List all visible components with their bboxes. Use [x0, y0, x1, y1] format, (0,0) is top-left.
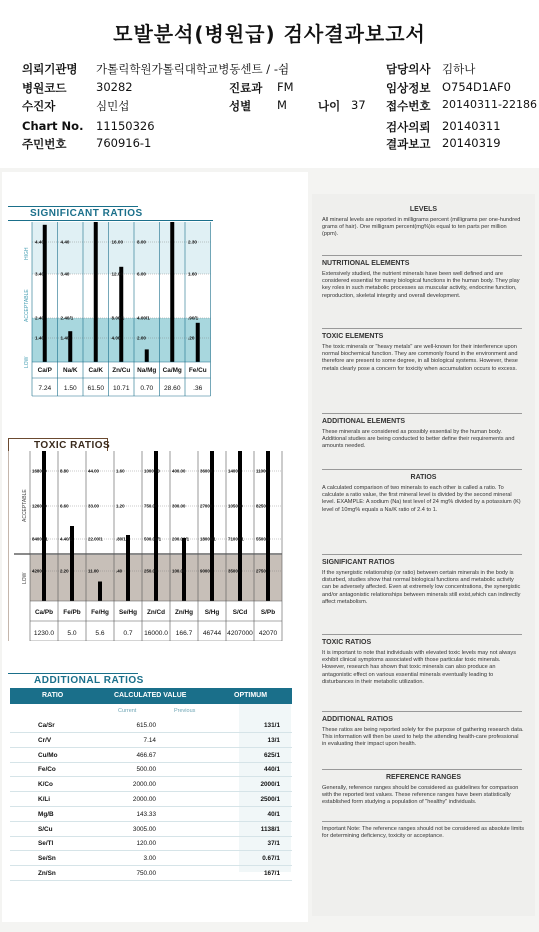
note-heading: ADDITIONAL ELEMENTS	[322, 418, 406, 425]
toxic-ratios-chart	[8, 451, 286, 641]
field-label: 성별	[229, 99, 252, 113]
category-label: S/Hg	[204, 609, 220, 616]
tick-label: 3.40	[35, 271, 44, 277]
tick-label: 105000	[228, 503, 243, 509]
tick-label: 8250	[256, 503, 266, 509]
tick-label: 2.30	[188, 239, 197, 245]
tick-label: 1.20	[116, 503, 125, 509]
note-text: If the synergistic relationship (or ratio) between certain minerals in the body is disturbed, studies show that normal biological functions and metabolic activity can be adversely affected. Even at extremely low concentrations, the synergistic and/or antagonistic relationships between minerals still exist,which can indirectly affect metabolism.	[322, 570, 521, 605]
tick-label: 33.00	[88, 503, 99, 509]
note-heading: TOXIC RATIOS	[322, 639, 372, 646]
section-divider	[322, 554, 522, 555]
tick-label: 36000	[200, 468, 213, 474]
category-label: Fe/Pb	[63, 609, 81, 616]
zone-label-high: HIGH	[24, 247, 30, 260]
tick-label: 100.00	[172, 568, 186, 574]
row-divider	[10, 806, 292, 807]
category-label: Ca/K	[88, 367, 104, 374]
note-text: Extensively studied, the nutrient minerals have been well defined and are considered essential for many biological functions in the human body. They play key roles in such metabolic processes as muscular activity, endocrine function, reproduction, skeletal integrity and overall development.	[322, 271, 520, 299]
tick-label: 22.00/1	[88, 536, 103, 542]
tick-label: 6.00	[137, 271, 146, 277]
current-value-cell: 2000.00	[132, 781, 156, 789]
optimum-cell: 40/1	[267, 810, 280, 818]
tick-label: .90/1	[188, 315, 199, 321]
tick-label: 1.60	[116, 468, 125, 474]
high-zone	[32, 222, 211, 274]
ratio-cell: Se/Tl	[38, 840, 54, 848]
tick-label: .40	[116, 568, 123, 574]
note-heading: RATIOS	[410, 474, 437, 481]
ratio-bar-Ca/P	[43, 225, 47, 362]
row-divider	[10, 791, 292, 792]
category-label: Fe/Cu	[188, 367, 207, 374]
ratio-bar-Se/Hg	[126, 535, 130, 601]
note-heading: REFERENCE RANGES	[385, 774, 462, 781]
row-divider	[10, 865, 292, 866]
field-label: 담당의사	[386, 62, 431, 76]
optimum-cell: 0.67/1	[262, 855, 280, 863]
tick-label: 1.60	[188, 271, 197, 277]
tick-label: 2.40	[35, 315, 44, 321]
field-value: 김하나	[442, 62, 476, 76]
ratio-cell: S/Cu	[38, 825, 53, 833]
category-label: Se/Hg	[118, 609, 138, 616]
note-text: The toxic minerals or "heavy metals" are well-known for their interference upon normal biochemical function. They are commonly found in the environment and therefore are present to some degree, in all biological systems. However, these metals clearly pose a concern for toxicity when accumulation occurs to excess.	[322, 344, 518, 372]
current-value-cell: 120.00	[136, 840, 156, 848]
tick-label: 11000	[256, 468, 268, 474]
category-label: Zn/Cd	[146, 609, 166, 616]
ratio-bar-Ca/K	[94, 222, 98, 362]
ratio-value: 5.0	[67, 630, 77, 637]
tick-label: 3.40	[60, 271, 70, 277]
additional-ratios-title: ADDITIONAL RATIOS	[34, 675, 144, 686]
ratio-value: 42070	[258, 630, 278, 637]
tick-label: 5500/1	[256, 536, 270, 542]
tick-label: 14000	[228, 468, 241, 474]
tick-label: 4.40/1	[60, 536, 73, 542]
tick-label: 42000	[32, 568, 45, 574]
toxic-ratios-title: TOXIC RATIOS	[34, 440, 111, 451]
row-divider	[10, 747, 292, 748]
ratio-bar-Zn/Cd	[154, 451, 158, 601]
tick-label: 35000	[228, 568, 241, 574]
row-divider	[10, 880, 292, 881]
scanned-report	[0, 168, 539, 932]
table-row	[10, 853, 290, 865]
category-label: S/Pb	[260, 609, 276, 616]
table-row	[10, 764, 290, 776]
section-divider	[322, 634, 522, 635]
ratio-cell: K/Li	[38, 796, 51, 803]
tick-label: 4.40	[35, 239, 44, 245]
tick-label: 126000	[32, 503, 47, 509]
current-value-cell: 3.00	[143, 855, 156, 863]
field-value: 20140319	[442, 136, 501, 150]
field-value: 가톨릭학원가톨릭대학교병동센트 / -쉼	[96, 62, 290, 76]
ratio-bar-Na/Mg	[145, 349, 149, 362]
ratio-value: 46744	[202, 630, 222, 637]
field-value: 37	[351, 98, 366, 112]
ratio-value: 16000.0	[144, 630, 168, 637]
note-text: Important Note: The reference ranges should not be considered as absolute limits for determining deficiency, toxicity or acceptance.	[322, 826, 524, 840]
tick-label: 9000	[200, 568, 210, 574]
field-value: M	[277, 98, 287, 112]
field-value: FM	[277, 80, 294, 94]
category-label: Fe/Hg	[91, 609, 109, 616]
optimum-cell: 625/1	[264, 751, 280, 759]
ratio-cell: Mg/B	[38, 810, 54, 818]
tick-label: 750.00	[144, 503, 158, 509]
optimum-cell: 440/1	[264, 766, 280, 774]
category-label: Na/Mg	[137, 367, 157, 374]
row-divider	[10, 821, 292, 822]
tick-label: 2750	[256, 568, 266, 574]
field-label: 결과보고	[386, 137, 431, 151]
ratio-value: 61.50	[87, 385, 105, 392]
tick-label: 84000/1	[32, 536, 48, 542]
ratio-cell: K/Co	[38, 781, 53, 789]
tick-label: 400.00	[172, 468, 186, 474]
tick-label: 4.00	[111, 335, 121, 341]
category-label: Ca/Pb	[34, 609, 54, 616]
current-value-cell: 750.00	[136, 870, 156, 877]
note-text: Generally, reference ranges should be considered as guidelines for comparison with the reported test values. These reference ranges have been statistically established form studying a population of "healthy" individuals.	[322, 785, 519, 806]
note-text: A calculated comparison of two minerals to each other is called a ratio. To calculate a ratio value, the first mineral level is divided by the second mineral level. EXAMPLE: A sodium (Na) test level of 24 mg% divided by a potassium (K) level of 10mg% equals a Na/K ratio of 2.4 to 1.	[322, 485, 521, 513]
tick-label: 1.40	[60, 335, 70, 341]
ratio-value: 28.60	[163, 385, 181, 392]
tick-label: 8.00/1	[111, 315, 125, 321]
ratio-value: 166.7	[175, 630, 193, 637]
tick-label: .20	[188, 335, 195, 341]
tick-label: 500.00/1	[144, 536, 162, 542]
ratio-cell: Fe/Co	[38, 766, 56, 774]
tick-label: 4.00/1	[137, 315, 150, 321]
category-label: S/Cd	[232, 609, 248, 616]
row-divider	[10, 850, 292, 851]
tick-label: 2.40/1	[60, 315, 74, 321]
ratio-value: 0.7	[123, 630, 133, 637]
category-label: Ca/Mg	[162, 367, 182, 374]
ratio-value: 10.71	[112, 385, 130, 392]
optimum-cell: 1138/1	[260, 825, 280, 833]
note-heading: NUTRITIONAL ELEMENTS	[322, 260, 410, 267]
ratio-cell: Se/Sn	[38, 855, 56, 863]
note-text: All mineral levels are reported in milligrams percent (milligrams per one-hundred grams of hair). One milligram percent(mg%)is equal to ten parts per million (ppm).	[322, 217, 521, 238]
report-notes-page	[312, 194, 535, 916]
optimum-cell: 37/1	[267, 840, 280, 848]
column-header-ratio: RATIO	[42, 692, 64, 699]
report-title: 모발분석(병원급) 검사결과보고서	[113, 22, 426, 46]
column-header-optimum: OPTIMUM	[234, 692, 268, 699]
current-value-cell: 3005.00	[132, 825, 156, 833]
additional-title-rule	[8, 673, 138, 674]
tick-label: 1.40	[35, 335, 44, 341]
zone-label-low: LOW	[24, 356, 30, 368]
field-value: 20140311-22186	[442, 98, 537, 111]
table-row	[10, 809, 290, 821]
field-value: 760916-1	[96, 136, 152, 150]
tick-label: 4.40	[60, 239, 70, 245]
current-value-cell: 7.14	[143, 736, 156, 744]
current-value-cell: 500.00	[136, 766, 156, 774]
section-divider	[322, 469, 522, 470]
field-label: Chart No.	[22, 119, 84, 133]
optimum-cell: 2500/1	[260, 796, 280, 803]
current-value-cell: 143.33	[136, 810, 156, 818]
tick-label: 27000	[200, 503, 213, 509]
table-row	[10, 779, 290, 791]
field-label: 병원코드	[22, 81, 67, 95]
field-label: 의뢰기관명	[22, 62, 78, 76]
ratio-bar-Fe/Cu	[196, 323, 200, 362]
tick-label: 71000/1	[228, 536, 244, 542]
row-divider	[10, 732, 292, 733]
field-label: 접수번호	[386, 99, 431, 113]
tick-label: 1000.00	[144, 468, 160, 474]
ratio-bar-Zn/Cu	[119, 267, 123, 362]
field-label: 임상정보	[386, 81, 431, 95]
section-divider	[322, 769, 522, 770]
significant-title-rule	[8, 206, 138, 207]
note-heading: ADDITIONAL RATIOS	[322, 716, 393, 723]
zone-label-acceptable: ACCEPTABLE	[22, 489, 28, 522]
field-value: 11150326	[96, 119, 155, 133]
ratio-bar-S/Cd	[238, 451, 242, 601]
tick-label: 8.00	[137, 239, 146, 245]
table-row	[10, 838, 290, 850]
ratio-bar-Ca/Mg	[170, 222, 174, 362]
note-text: It is important to note that individuals with elevated toxic levels may not always exhibit clinical symptoms associated with those particular toxic minerals. However, research has shown that toxic minerals can also produce an antagonistic effect on various essential minerals eventually leading to disturbances in their metabolic utilization.	[322, 650, 517, 685]
field-value: 30282	[96, 80, 133, 94]
field-label: 주민번호	[22, 137, 67, 151]
section-divider	[322, 711, 522, 712]
tick-label: 200.00/1	[172, 536, 190, 542]
category-label: Zn/Cu	[112, 367, 131, 374]
ratio-cell: Cu/Mo	[38, 751, 58, 759]
section-divider	[322, 328, 522, 329]
field-label: 검사의뢰	[386, 120, 431, 134]
table-row	[10, 824, 290, 836]
section-divider	[322, 255, 522, 256]
tick-label: 6.60	[60, 503, 69, 509]
ratio-cell: Ca/Sr	[38, 722, 55, 729]
ratio-value: 5.6	[95, 630, 105, 637]
ratio-cell: Cr/V	[38, 736, 52, 744]
section-divider	[322, 821, 522, 822]
current-value-cell: 615.00	[136, 722, 156, 729]
report-left-page	[2, 172, 308, 922]
field-label: 나이	[318, 99, 341, 113]
tick-label: 2.20	[60, 568, 69, 574]
ratio-bar-Ca/Pb	[42, 451, 46, 601]
current-value-cell: 2000.00	[132, 796, 156, 803]
field-value: O754D1AF0	[442, 80, 511, 94]
ratio-bar-S/Pb	[266, 451, 270, 601]
ratio-value: 4207000	[227, 630, 253, 637]
row-divider	[10, 776, 292, 777]
ratio-bar-S/Hg	[210, 451, 214, 601]
subheader-previous: Previous	[174, 708, 196, 714]
field-label: 수진자	[22, 99, 56, 113]
optimum-cell: 13/1	[267, 736, 280, 744]
field-label: 진료과	[229, 81, 263, 95]
ratio-value: 1230.0	[33, 630, 55, 637]
optimum-cell: 131/1	[264, 722, 280, 729]
tick-label: 44.00	[88, 468, 99, 474]
zone-label-low: LOW	[22, 572, 28, 584]
table-row	[10, 720, 290, 732]
tick-label: 2.00	[137, 335, 146, 341]
zone-label-acceptable: ACCEPTABLE	[24, 289, 30, 322]
column-header-calculated: CALCULATED VALUE	[114, 692, 187, 699]
tick-label: 18000/1	[200, 536, 216, 542]
row-divider	[10, 836, 292, 837]
current-value-cell: 466.67	[136, 751, 156, 759]
ratio-value: 0.70	[140, 385, 154, 392]
note-heading: SIGNIFICANT RATIOS	[322, 559, 395, 566]
tick-label: 300.00	[172, 503, 186, 509]
subheader-current: Current	[118, 708, 137, 714]
row-divider	[10, 762, 292, 763]
note-text: These ratios are being reported solely for the purpose of gathering research data. This information will then be used to help the attending health-care professional in evaluating their impact upon health.	[322, 727, 524, 748]
tick-label: 168000	[32, 468, 47, 474]
ratio-value: 7.24	[38, 385, 52, 392]
category-label: Ca/P	[37, 367, 52, 374]
category-label: Na/K	[62, 367, 78, 374]
tick-label: .80/1	[116, 536, 126, 542]
table-row	[10, 735, 290, 747]
optimum-cell: 2000/1	[260, 781, 280, 789]
table-row	[10, 868, 290, 880]
note-text: These minerals are considered as possibly essential by the human body. Additional studies are being conducted to better define their requirements and amounts needed.	[322, 429, 515, 450]
ratio-bar-Fe/Hg	[98, 582, 102, 602]
section-divider	[322, 413, 522, 414]
tick-label: 8.80	[60, 468, 69, 474]
ratio-cell: Zn/Sn	[38, 870, 56, 877]
optimum-cell: 167/1	[264, 870, 280, 877]
category-label: Zn/Hg	[174, 609, 194, 616]
field-value: 20140311	[442, 119, 501, 133]
ratio-value: .36	[193, 385, 203, 392]
table-row	[10, 750, 290, 762]
note-heading: LEVELS	[409, 206, 438, 213]
tick-label: 12.00	[111, 271, 123, 277]
tick-label: 11.00	[88, 568, 99, 574]
note-heading: TOXIC ELEMENTS	[322, 333, 384, 340]
field-value: 심민섭	[96, 99, 130, 113]
tick-label: 250.00	[144, 568, 158, 574]
significant-ratios-chart	[8, 220, 214, 406]
tick-label: 16.00	[111, 239, 123, 245]
ratio-value: 1.50	[63, 385, 77, 392]
significant-ratios-title: SIGNIFICANT RATIOS	[30, 208, 143, 219]
table-row	[10, 794, 290, 806]
